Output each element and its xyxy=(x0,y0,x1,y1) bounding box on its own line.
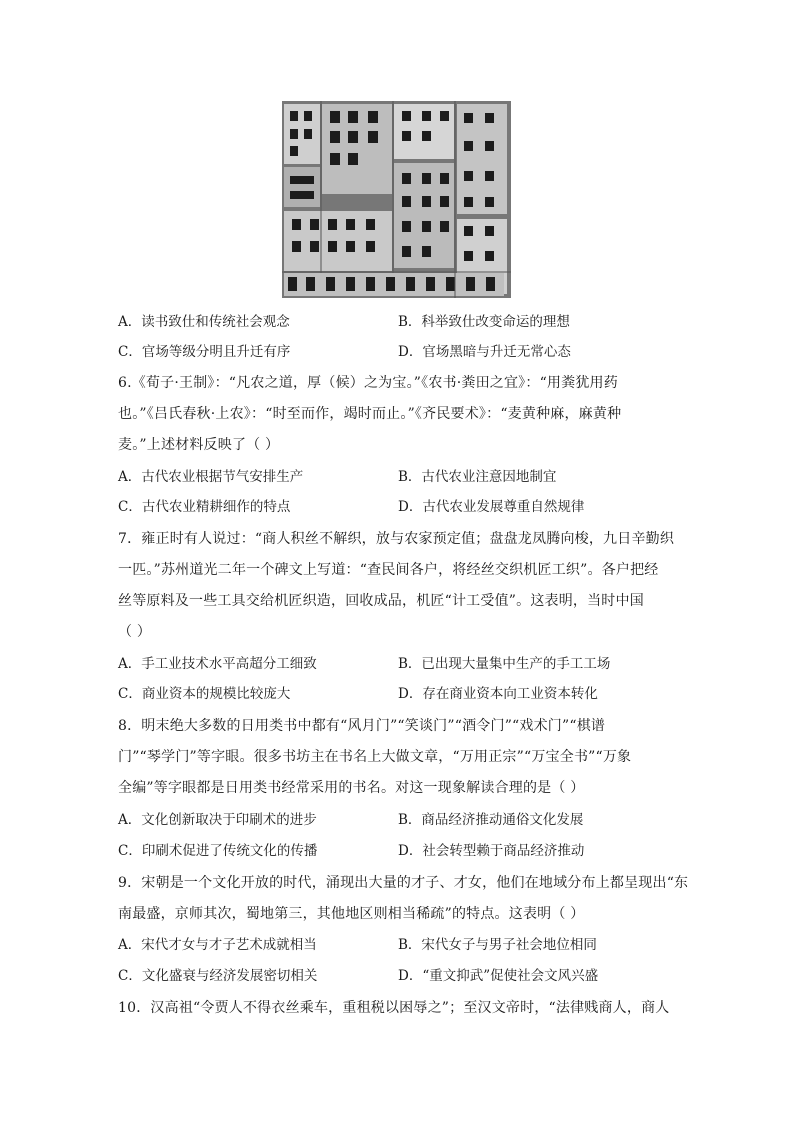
q9-option-c: C．文化盛衰与经济发展密切相关 xyxy=(118,968,318,984)
q7-stem-line-3: 丝等原料及一些工具交给机匠织造，回收成品，机匠“计工受值”。这表明，当时中国 xyxy=(118,593,644,609)
q8-option-a: A．文化创新取决于印刷术的进步 xyxy=(118,812,317,828)
q6-stem-line-1: 6.《荀子·王制》：“凡农之道，厚（候）之为宝。”《农书·粪田之宜》：“用粪犹用药 xyxy=(118,375,618,391)
ancient-book-page-image xyxy=(282,101,511,298)
q5-option-c: C．官场等级分明且升迁有序 xyxy=(118,344,291,360)
q6-option-b: B．古代农业注意因地制宜 xyxy=(398,469,557,485)
q7-stem-line-4: （ ） xyxy=(118,624,152,640)
q9-option-d: D．“重文抑武”促使社会文风兴盛 xyxy=(398,968,599,984)
q9-stem-line-2: 南最盛，京师其次，蜀地第三，其他地区则相当稀疏”的特点。这表明（ ） xyxy=(118,906,585,922)
q6-option-a: A．古代农业根据节气安排生产 xyxy=(118,469,304,485)
q5-option-d: D．官场黑暗与升迁无常心态 xyxy=(398,344,571,360)
q6-option-c: C．古代农业精耕细作的特点 xyxy=(118,499,291,515)
q10-stem-line-1: 10．汉高祖“令贾人不得衣丝乘车，重租税以困辱之”；至汉文帝时，“法律贱商人，商人 xyxy=(118,1000,670,1016)
q8-option-d: D．社会转型赖于商品经济推动 xyxy=(398,843,585,859)
q6-stem-line-3: 麦。”上述材料反映了（ ） xyxy=(118,437,280,453)
q9-option-b: B．宋代女子与男子社会地位相同 xyxy=(398,937,597,953)
q5-option-b: B．科举致仕改变命运的理想 xyxy=(398,314,570,330)
q7-option-c: C．商业资本的规模比较庞大 xyxy=(118,686,291,702)
q5-option-a: A．读书致仕和传统社会观念 xyxy=(118,314,290,330)
q7-option-d: D．存在商业资本向工业资本转化 xyxy=(398,686,598,702)
q8-option-c: C．印刷术促进了传统文化的传播 xyxy=(118,843,318,859)
q6-stem-line-2: 也。”《吕氏春秋·上农》：“时至而作，竭时而止。”《齐民要术》：“麦黄种麻，麻黄种 xyxy=(118,406,622,422)
q7-option-a: A．手工业技术水平高超分工细致 xyxy=(118,656,317,672)
q7-option-b: B．已出现大量集中生产的手工工场 xyxy=(398,656,611,672)
q8-stem-line-1: 8．明末绝大多数的日用类书中都有“风月门”“笑谈门”“酒令门”“戏术门”“棋谱 xyxy=(118,718,606,734)
q6-option-d: D．古代农业发展尊重自然规律 xyxy=(398,499,585,515)
q9-option-a: A．宋代才女与才子艺术成就相当 xyxy=(118,937,317,953)
q8-stem-line-3: 全编”等字眼都是日用类书经常采用的书名。对这一现象解读合理的是（ ） xyxy=(118,780,585,796)
q7-stem-line-2: 一匹。”苏州道光二年一个碑文上写道：“查民间各户，将经丝交织机匠工织”。各户把经 xyxy=(118,562,659,578)
q8-option-b: B．商品经济推动通俗文化发展 xyxy=(398,812,584,828)
q9-stem-line-1: 9．宋朝是一个文化开放的时代，涌现出大量的才子、才女，他们在地域分布上都呈现出“东 xyxy=(118,875,689,891)
q8-stem-line-2: 门”“琴学门”等字眼。很多书坊主在书名上大做文章，“万用正宗”“万宝全书”“万象 xyxy=(118,749,632,765)
q7-stem-line-1: 7．雍正时有人说过：“商人积丝不解织，放与农家预定值；盘盘龙凤腾向梭，九日辛勤织 xyxy=(118,531,675,547)
